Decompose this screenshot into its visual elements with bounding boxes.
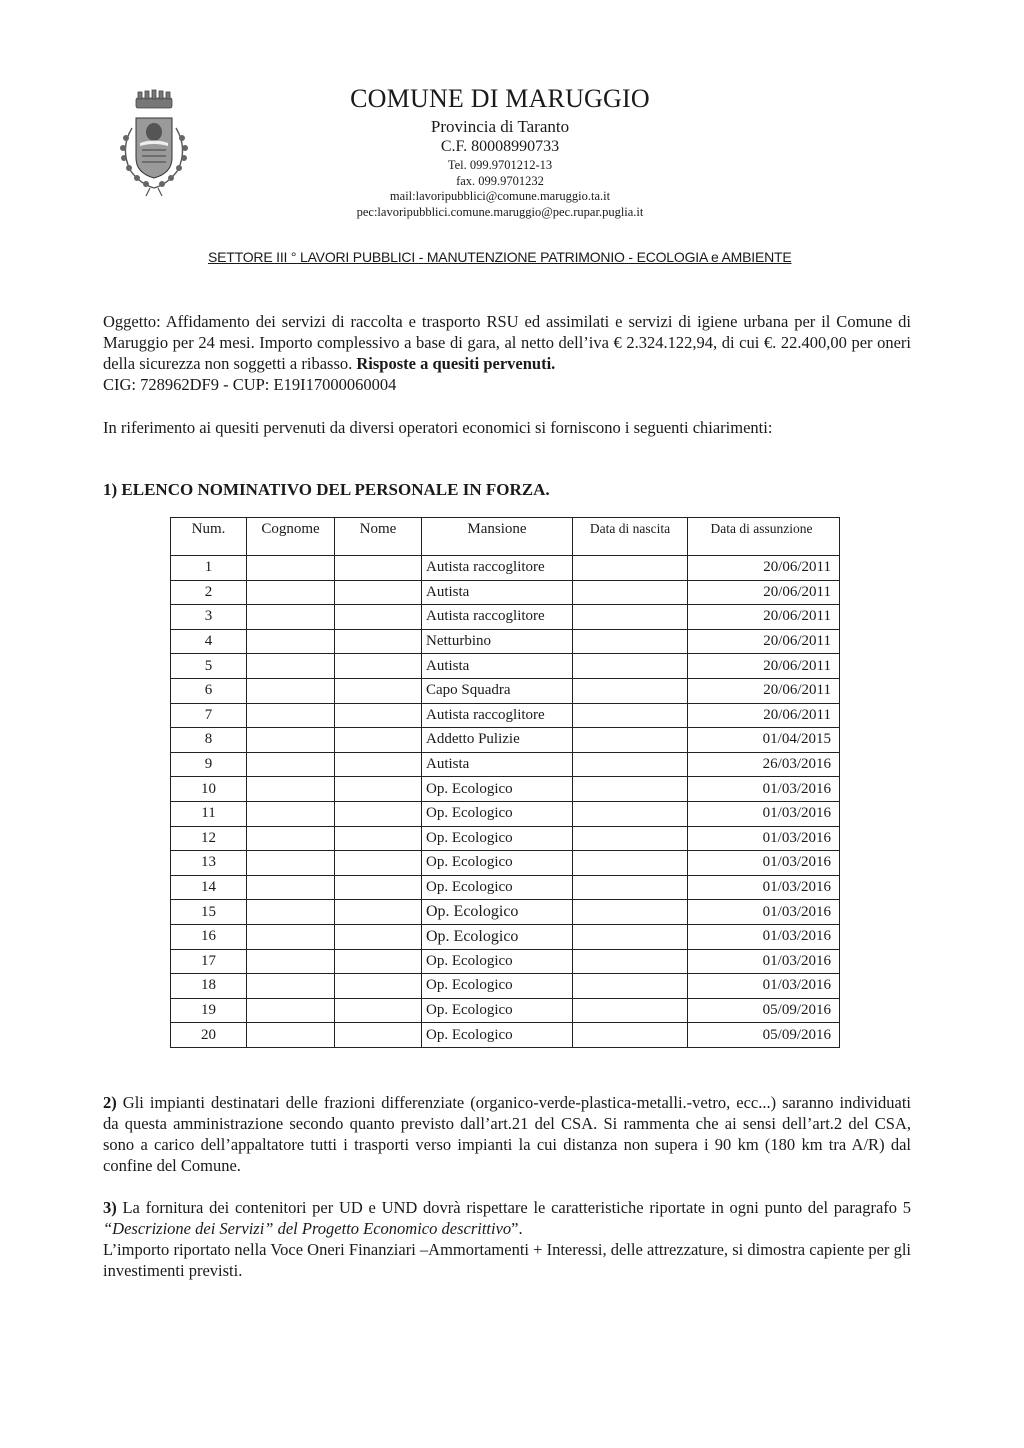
cell-cognome	[247, 752, 335, 777]
cell-num: 5	[171, 654, 247, 679]
cell-cognome	[247, 801, 335, 826]
cell-mansione: Capo Squadra	[422, 678, 573, 703]
cell-mansione: Autista raccoglitore	[422, 556, 573, 581]
cell-data-nascita	[573, 629, 688, 654]
cell-data-nascita	[573, 998, 688, 1023]
subject-paragraph	[103, 311, 911, 374]
subject-bold: Risposte a quesiti pervenuti.	[356, 354, 556, 373]
cell-mansione: Op. Ecologico	[422, 900, 573, 925]
cell-num: 17	[171, 949, 247, 974]
cell-nome	[335, 949, 422, 974]
cell-mansione: Netturbino	[422, 629, 573, 654]
cell-nome	[335, 974, 422, 999]
section-2-text: Gli impianti destinatari delle frazioni differenziate (organico-verde-plastica-metalli.-vetro, ecc...) saranno individuati da questa amministrazione secondo quanto previsto dall’art.21 del CSA. Si rammenta che ai sensi dell’art.2 del CSA, sono a carico dell’appaltatore tutti i trasporti verso impianti la cui distanza non supera i 90 km (180 km tra A/R) dal confine del Comune.	[103, 1093, 911, 1175]
cell-data-assunzione: 05/09/2016	[688, 1023, 840, 1048]
cell-num: 2	[171, 580, 247, 605]
cell-num: 9	[171, 752, 247, 777]
table-row	[171, 678, 840, 703]
cell-num: 12	[171, 826, 247, 851]
cell-cognome	[247, 580, 335, 605]
table-row	[171, 900, 840, 925]
cell-num: 3	[171, 605, 247, 630]
cell-num: 19	[171, 998, 247, 1023]
cell-data-assunzione: 20/06/2011	[688, 678, 840, 703]
cell-mansione: Op. Ecologico	[422, 875, 573, 900]
table-row	[171, 801, 840, 826]
cell-nome	[335, 556, 422, 581]
cell-mansione: Op. Ecologico	[422, 924, 573, 949]
header-data-assunzione: Data di assunzione	[688, 518, 840, 556]
cell-data-nascita	[573, 752, 688, 777]
letterhead	[300, 86, 700, 221]
staff-table	[170, 517, 840, 1048]
cell-nome	[335, 629, 422, 654]
cell-nome	[335, 826, 422, 851]
email: mail:lavoripubblici@comune.maruggio.ta.it	[389, 189, 611, 203]
cell-cognome	[247, 826, 335, 851]
section-1-title: 1) ELENCO NOMINATIVO DEL PERSONALE IN FORZA.	[103, 480, 550, 499]
cell-cognome	[247, 875, 335, 900]
section-2-paragraph	[103, 1092, 911, 1176]
section-3-text-c: L’importo riportato nella Voce Oneri Finanziari –Ammortamenti + Interessi, delle attrezzature, si dimostra capiente per gli investimenti previsti.	[103, 1240, 911, 1280]
cell-num: 14	[171, 875, 247, 900]
cell-mansione: Op. Ecologico	[422, 998, 573, 1023]
table-row	[171, 605, 840, 630]
table-row	[171, 703, 840, 728]
table-row	[171, 851, 840, 876]
cell-cognome	[247, 703, 335, 728]
cell-nome	[335, 728, 422, 753]
province: Provincia di Taranto	[430, 117, 570, 136]
cell-data-nascita	[573, 556, 688, 581]
table-row	[171, 974, 840, 999]
table-row	[171, 826, 840, 851]
cell-data-assunzione: 20/06/2011	[688, 580, 840, 605]
table-row	[171, 924, 840, 949]
cell-nome	[335, 1023, 422, 1048]
cell-num: 4	[171, 629, 247, 654]
cell-nome	[335, 875, 422, 900]
cell-num: 10	[171, 777, 247, 802]
cell-mansione: Autista	[422, 580, 573, 605]
cell-data-nascita	[573, 777, 688, 802]
cell-data-assunzione: 01/03/2016	[688, 949, 840, 974]
table-row	[171, 949, 840, 974]
cig-cup: CIG: 728962DF9 - CUP: E19I17000060004	[103, 375, 397, 394]
table-row	[171, 875, 840, 900]
cell-cognome	[247, 924, 335, 949]
cell-nome	[335, 605, 422, 630]
cell-data-assunzione: 01/03/2016	[688, 801, 840, 826]
cell-data-nascita	[573, 678, 688, 703]
cell-data-nascita	[573, 949, 688, 974]
section-3-text-a: La fornitura dei contenitori per UD e UND dovrà rispettare le caratteristiche riportate in ogni punto del paragrafo 5	[116, 1198, 911, 1217]
cell-nome	[335, 900, 422, 925]
cell-data-assunzione: 01/03/2016	[688, 777, 840, 802]
table-row	[171, 556, 840, 581]
cell-data-assunzione: 20/06/2011	[688, 556, 840, 581]
cell-nome	[335, 801, 422, 826]
cell-nome	[335, 998, 422, 1023]
pec-email: pec:lavoripubblici.comune.maruggio@pec.rupar.puglia.it	[356, 204, 644, 219]
table-row	[171, 580, 840, 605]
section-3-italic: “Descrizione dei Servizi” del Progetto Economico descrittivo	[103, 1219, 512, 1238]
cell-mansione: Autista raccoglitore	[422, 703, 573, 728]
cell-cognome	[247, 629, 335, 654]
cell-data-nascita	[573, 654, 688, 679]
table-row	[171, 728, 840, 753]
cell-num: 1	[171, 556, 247, 581]
cell-num: 18	[171, 974, 247, 999]
cell-num: 11	[171, 801, 247, 826]
cell-mansione: Op. Ecologico	[422, 851, 573, 876]
cell-data-assunzione: 01/03/2016	[688, 875, 840, 900]
cell-mansione: Op. Ecologico	[422, 949, 573, 974]
cell-data-nascita	[573, 703, 688, 728]
telephone: Tel. 099.9701212-13	[447, 158, 553, 172]
cell-data-nascita	[573, 801, 688, 826]
cell-data-nascita	[573, 605, 688, 630]
cell-cognome	[247, 900, 335, 925]
cell-data-assunzione: 26/03/2016	[688, 752, 840, 777]
cell-nome	[335, 678, 422, 703]
table-row	[171, 998, 840, 1023]
section-3-paragraph	[103, 1197, 911, 1281]
cell-num: 8	[171, 728, 247, 753]
cell-nome	[335, 580, 422, 605]
cell-data-assunzione: 20/06/2011	[688, 703, 840, 728]
section-3-text-b: ”.	[511, 1219, 523, 1238]
cell-mansione: Addetto Pulizie	[422, 728, 573, 753]
table-row	[171, 629, 840, 654]
municipality-title: COMUNE DI MARUGGIO	[350, 84, 650, 113]
cell-num: 6	[171, 678, 247, 703]
table-row	[171, 654, 840, 679]
cell-num: 13	[171, 851, 247, 876]
cell-nome	[335, 703, 422, 728]
table-row	[171, 1023, 840, 1048]
header-nome: Nome	[335, 518, 422, 556]
cell-nome	[335, 777, 422, 802]
cell-data-nascita	[573, 851, 688, 876]
cell-data-assunzione: 01/03/2016	[688, 974, 840, 999]
cell-data-assunzione: 05/09/2016	[688, 998, 840, 1023]
cell-data-assunzione: 01/03/2016	[688, 924, 840, 949]
cell-data-nascita	[573, 974, 688, 999]
cell-nome	[335, 851, 422, 876]
cell-mansione: Autista	[422, 654, 573, 679]
cell-cognome	[247, 949, 335, 974]
sector-heading: SETTORE III ° LAVORI PUBBLICI - MANUTENZIONE PATRIMONIO - ECOLOGIA e AMBIENTE	[208, 249, 792, 265]
cell-data-nascita	[573, 900, 688, 925]
cell-mansione: Op. Ecologico	[422, 777, 573, 802]
cell-cognome	[247, 678, 335, 703]
cell-num: 20	[171, 1023, 247, 1048]
cell-mansione: Op. Ecologico	[422, 801, 573, 826]
table-header-row	[171, 518, 840, 556]
cell-mansione: Op. Ecologico	[422, 1023, 573, 1048]
cell-data-assunzione: 20/06/2011	[688, 605, 840, 630]
header-data-nascita: Data di nascita	[573, 518, 688, 556]
section-3-number: 3)	[103, 1198, 117, 1217]
cell-cognome	[247, 851, 335, 876]
cell-data-nascita	[573, 924, 688, 949]
cell-nome	[335, 752, 422, 777]
cell-data-nascita	[573, 826, 688, 851]
table-row	[171, 777, 840, 802]
cell-data-nascita	[573, 1023, 688, 1048]
cell-num: 7	[171, 703, 247, 728]
cell-cognome	[247, 777, 335, 802]
table-row	[171, 752, 840, 777]
fiscal-code: C.F. 80008990733	[440, 138, 560, 155]
cell-cognome	[247, 998, 335, 1023]
intro-paragraph: In riferimento ai quesiti pervenuti da diversi operatori economici si forniscono i seguenti chiarimenti:	[103, 418, 773, 437]
header-cognome: Cognome	[247, 518, 335, 556]
cell-cognome	[247, 1023, 335, 1048]
cell-data-assunzione: 01/03/2016	[688, 851, 840, 876]
cell-data-assunzione: 20/06/2011	[688, 654, 840, 679]
cell-cognome	[247, 974, 335, 999]
cell-cognome	[247, 728, 335, 753]
cell-data-assunzione: 20/06/2011	[688, 629, 840, 654]
cell-mansione: Autista	[422, 752, 573, 777]
cell-data-nascita	[573, 728, 688, 753]
header-mansione: Mansione	[422, 518, 573, 556]
fax: fax. 099.9701232	[456, 173, 544, 188]
cell-cognome	[247, 654, 335, 679]
cell-mansione: Autista raccoglitore	[422, 605, 573, 630]
cell-data-nascita	[573, 580, 688, 605]
cell-num: 15	[171, 900, 247, 925]
section-2-number: 2)	[103, 1093, 117, 1112]
cell-cognome	[247, 556, 335, 581]
header-num: Num.	[171, 518, 247, 556]
coat-of-arms-icon	[104, 88, 204, 200]
cell-data-assunzione: 01/03/2016	[688, 900, 840, 925]
cell-cognome	[247, 605, 335, 630]
cell-data-assunzione: 01/03/2016	[688, 826, 840, 851]
cell-mansione: Op. Ecologico	[422, 974, 573, 999]
cell-data-nascita	[573, 875, 688, 900]
cell-num: 16	[171, 924, 247, 949]
cell-mansione: Op. Ecologico	[422, 826, 573, 851]
cell-nome	[335, 924, 422, 949]
cell-data-assunzione: 01/04/2015	[688, 728, 840, 753]
subject-text: Oggetto: Affidamento dei servizi di raccolta e trasporto RSU ed assimilati e servizi di igiene urbana per il Comune di Maruggio per 24 mesi. Importo complessivo a base di gara, al netto dell’iva € 2.324.122,94, di cui €. 22.400,00 per oneri della sicurezza non soggetti a ribasso.	[103, 312, 911, 373]
cell-nome	[335, 654, 422, 679]
